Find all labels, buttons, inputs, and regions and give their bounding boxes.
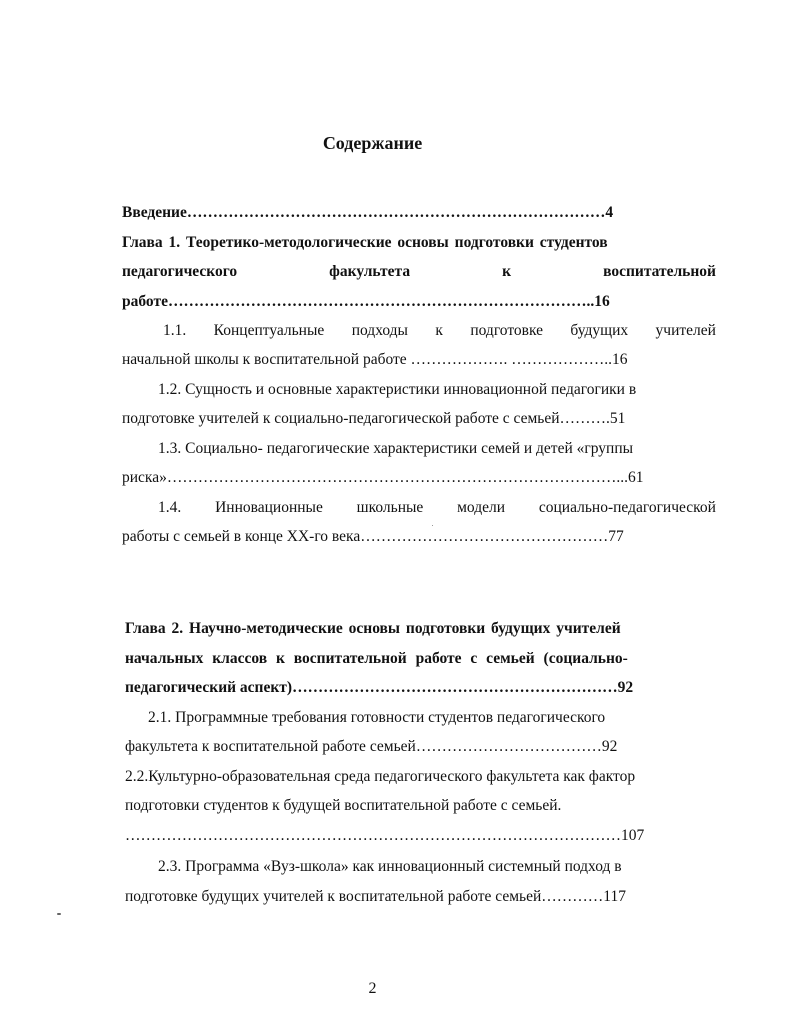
word: воспитательной (603, 263, 716, 280)
toc-section-2-2-line-1: 2.2.Культурно-образовательная среда педагогического факультета как фактор (125, 768, 636, 785)
word: Инновационные (215, 499, 323, 516)
toc-chapter-2-line-2: начальных классов к воспитательной работе с семьей (социально- (125, 650, 628, 667)
word: подготовке (470, 322, 543, 339)
word: к (502, 263, 512, 280)
toc-section-1-4-line-2: работы с семьей в конце XX-го века…………………………………………77 (122, 528, 624, 545)
toc-section-1-1-line-2: начальной школы к воспитательной работе ………………. ………………..16 (122, 351, 628, 368)
toc-section-1-1-line-1 (163, 321, 716, 341)
toc-chapter-2-line-3: педагогический аспект)………………………………………………………92 (125, 679, 634, 696)
toc-chapter-1-line-2 (122, 262, 716, 282)
word: школьные (356, 499, 424, 516)
toc-section-2-2-line-2: подготовки студентов к будущей воспитательной работе с семьей. (125, 797, 562, 814)
page-number: 2 (368, 980, 377, 997)
toc-section-1-2-line-1: 1.2. Сущность и основные характеристики инновационной педагогики в (158, 381, 637, 398)
toc-section-1-2-line-2: подготовке учителей к социально-педагогической работе с семьей……….51 (122, 410, 626, 427)
word: педагогического (122, 263, 238, 280)
toc-chapter-1-line-1: Глава 1. Теоретико-методологические основы подготовки студентов (122, 234, 608, 251)
toc-section-2-2-line-3: ……………………………………………………………………………………107 (125, 827, 645, 844)
word: 1.4. (158, 499, 182, 516)
word: Концептуальные (213, 322, 325, 339)
scan-speck (432, 525, 433, 526)
toc-section-1-3-line-2: риска»……………………………………………………………………………...61 (122, 469, 644, 486)
word: учителей (655, 322, 716, 339)
toc-section-1-4-line-1 (158, 498, 716, 518)
toc-section-1-3-line-1: 1.3. Социально- педагогические характеристики семей и детей «группы (158, 440, 634, 457)
word: модели (457, 499, 506, 516)
toc-section-2-3-line-1: 2.3. Программа «Вуз-школа» как инновационный системный подход в (158, 858, 622, 875)
word: 1.1. (163, 322, 187, 339)
word: факультета (329, 263, 411, 280)
toc-chapter-1-line-3: работе………………………………………………………………………..16 (122, 293, 610, 310)
toc-section-2-1-line-2: факультета к воспитательной работе семьей………………………………92 (125, 738, 618, 755)
scan-speck (57, 913, 61, 915)
toc-section-2-3-line-2: подготовке будущих учителей к воспитательной работе семьей…………117 (125, 888, 626, 905)
toc-section-2-1-line-1: 2.1. Программные требования готовности студентов педагогического (148, 709, 606, 726)
toc-chapter-2-line-1: Глава 2. Научно-методические основы подготовки будущих учителей (125, 620, 621, 637)
word: будущих (570, 322, 629, 339)
word: подходы (351, 322, 408, 339)
word: социально-педагогической (538, 499, 716, 516)
toc-entry-intro: Введение………………………………………………………………………4 (122, 204, 614, 221)
word: к (435, 322, 443, 339)
page-title: Содержание (322, 133, 423, 153)
